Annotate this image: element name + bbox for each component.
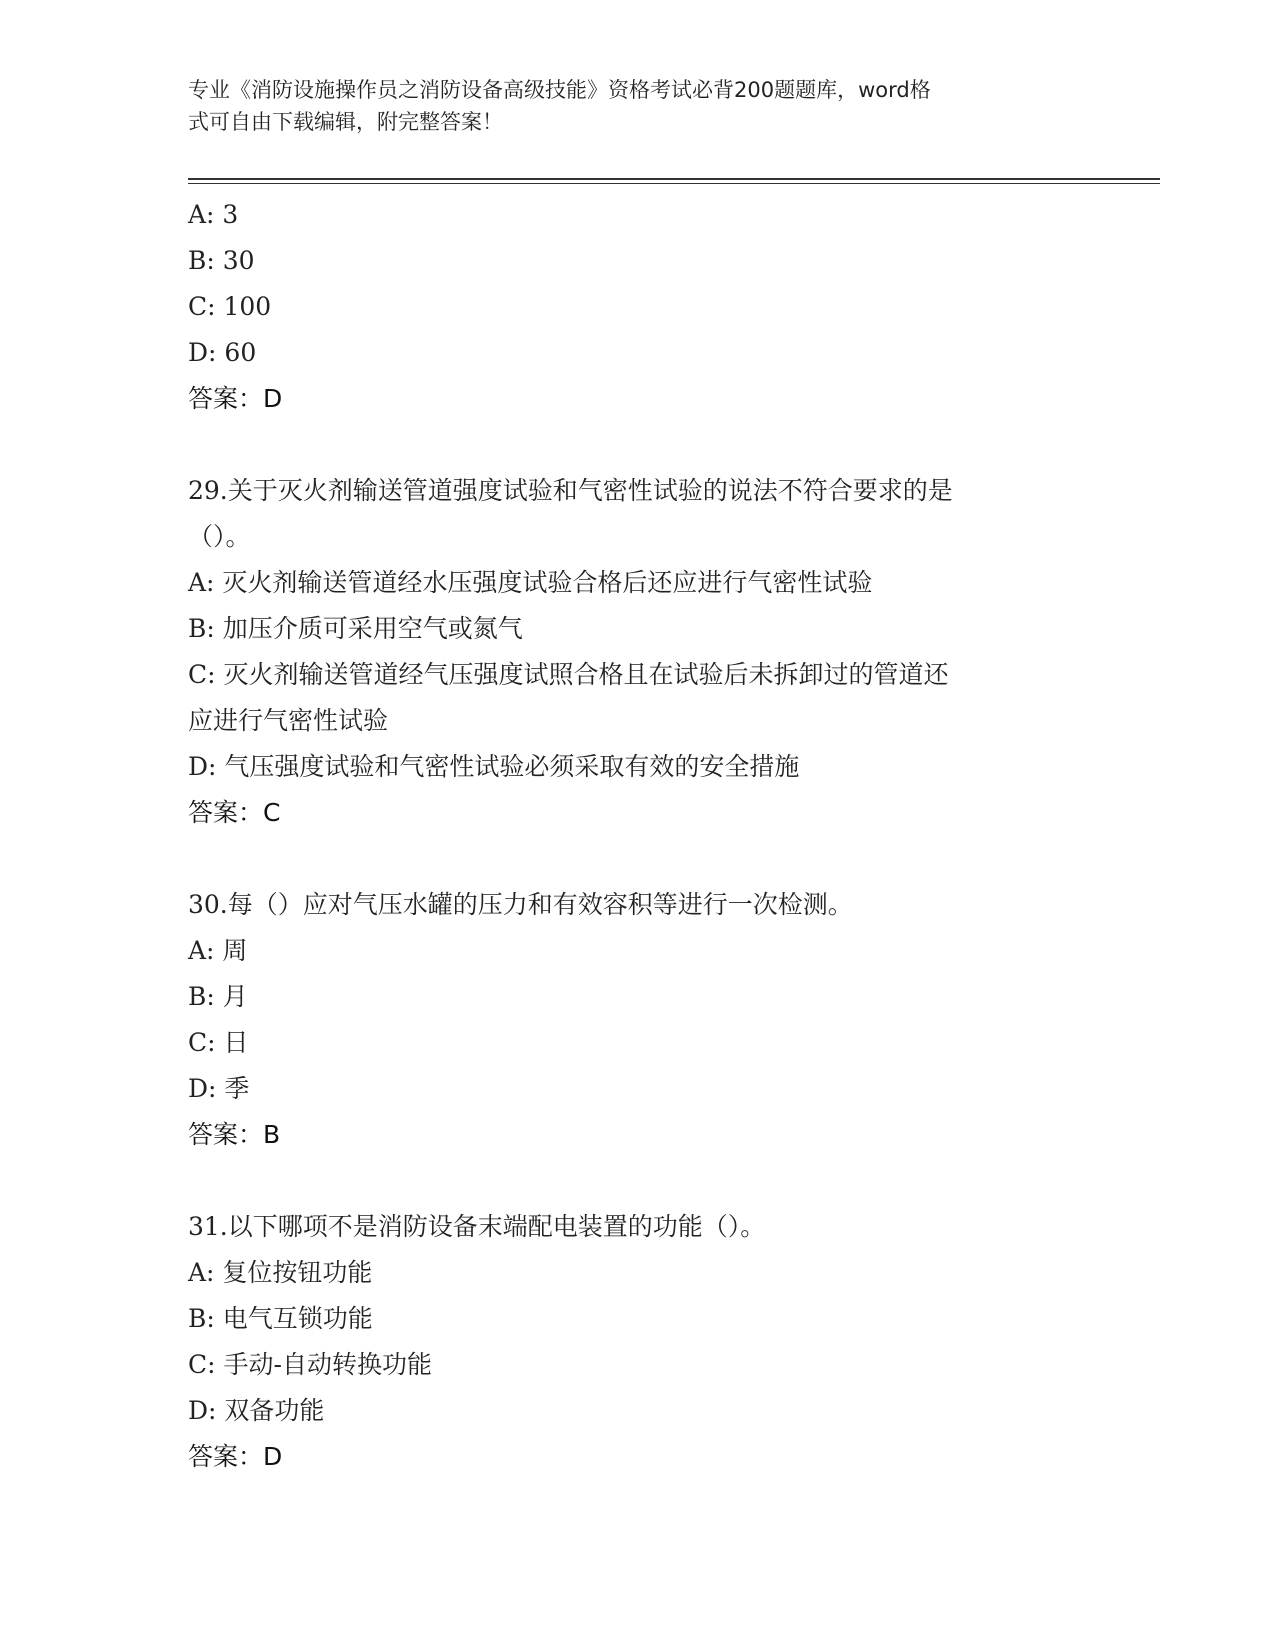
question-stem: 29.关于灭火剂输送管道强度试验和气密性试验的说法不符合要求的是 xyxy=(188,476,953,505)
option-b: B: 月 xyxy=(188,982,248,1011)
spacer xyxy=(188,422,1088,468)
question-29 xyxy=(188,468,1088,836)
option-a: A: 3 xyxy=(188,200,239,229)
question-31 xyxy=(188,1204,1088,1480)
document-header xyxy=(188,74,1068,138)
option-d: D: 气压强度试验和气密性试验必须采取有效的安全措施 xyxy=(188,752,800,781)
option-b: B: 30 xyxy=(188,246,255,275)
option-c: C: 手动-自动转换功能 xyxy=(188,1350,432,1379)
spacer xyxy=(188,1158,1088,1204)
question-28 xyxy=(188,192,1088,422)
question-stem: 31.以下哪项不是消防设备末端配电装置的功能（）。 xyxy=(188,1212,766,1241)
option-b: B: 电气互锁功能 xyxy=(188,1304,373,1333)
option-d: D: 60 xyxy=(188,338,257,367)
answer-label: 答案：D xyxy=(188,384,283,413)
option-a: A: 周 xyxy=(188,936,248,965)
answer-label: 答案：D xyxy=(188,1442,283,1471)
header-line-1: 专业《消防设施操作员之消防设备高级技能》资格考试必背200题题库，word格 xyxy=(188,78,931,102)
question-30 xyxy=(188,882,1088,1158)
option-c-continued: 应进行气密性试验 xyxy=(188,706,389,735)
header-line-2: 式可自由下载编辑，附完整答案！ xyxy=(188,110,503,134)
answer-label: 答案：B xyxy=(188,1120,281,1149)
header-divider-bottom xyxy=(188,183,1160,184)
option-d: D: 双备功能 xyxy=(188,1396,325,1425)
header-divider-top xyxy=(188,178,1160,180)
option-c: C: 100 xyxy=(188,292,272,321)
question-stem-continued: （）。 xyxy=(188,522,251,551)
option-b: B: 加压介质可采用空气或氮气 xyxy=(188,614,523,643)
answer-label: 答案：C xyxy=(188,798,281,827)
option-a: A: 复位按钮功能 xyxy=(188,1258,373,1287)
option-c: C: 灭火剂输送管道经气压强度试照合格且在试验后未拆卸过的管道还 xyxy=(188,660,949,689)
question-list xyxy=(188,192,1088,1480)
option-c: C: 日 xyxy=(188,1028,249,1057)
option-a: A: 灭火剂输送管道经水压强度试验合格后还应进行气密性试验 xyxy=(188,568,873,597)
spacer xyxy=(188,836,1088,882)
option-d: D: 季 xyxy=(188,1074,250,1103)
question-stem: 30.每（）应对气压水罐的压力和有效容积等进行一次检测。 xyxy=(188,890,853,919)
